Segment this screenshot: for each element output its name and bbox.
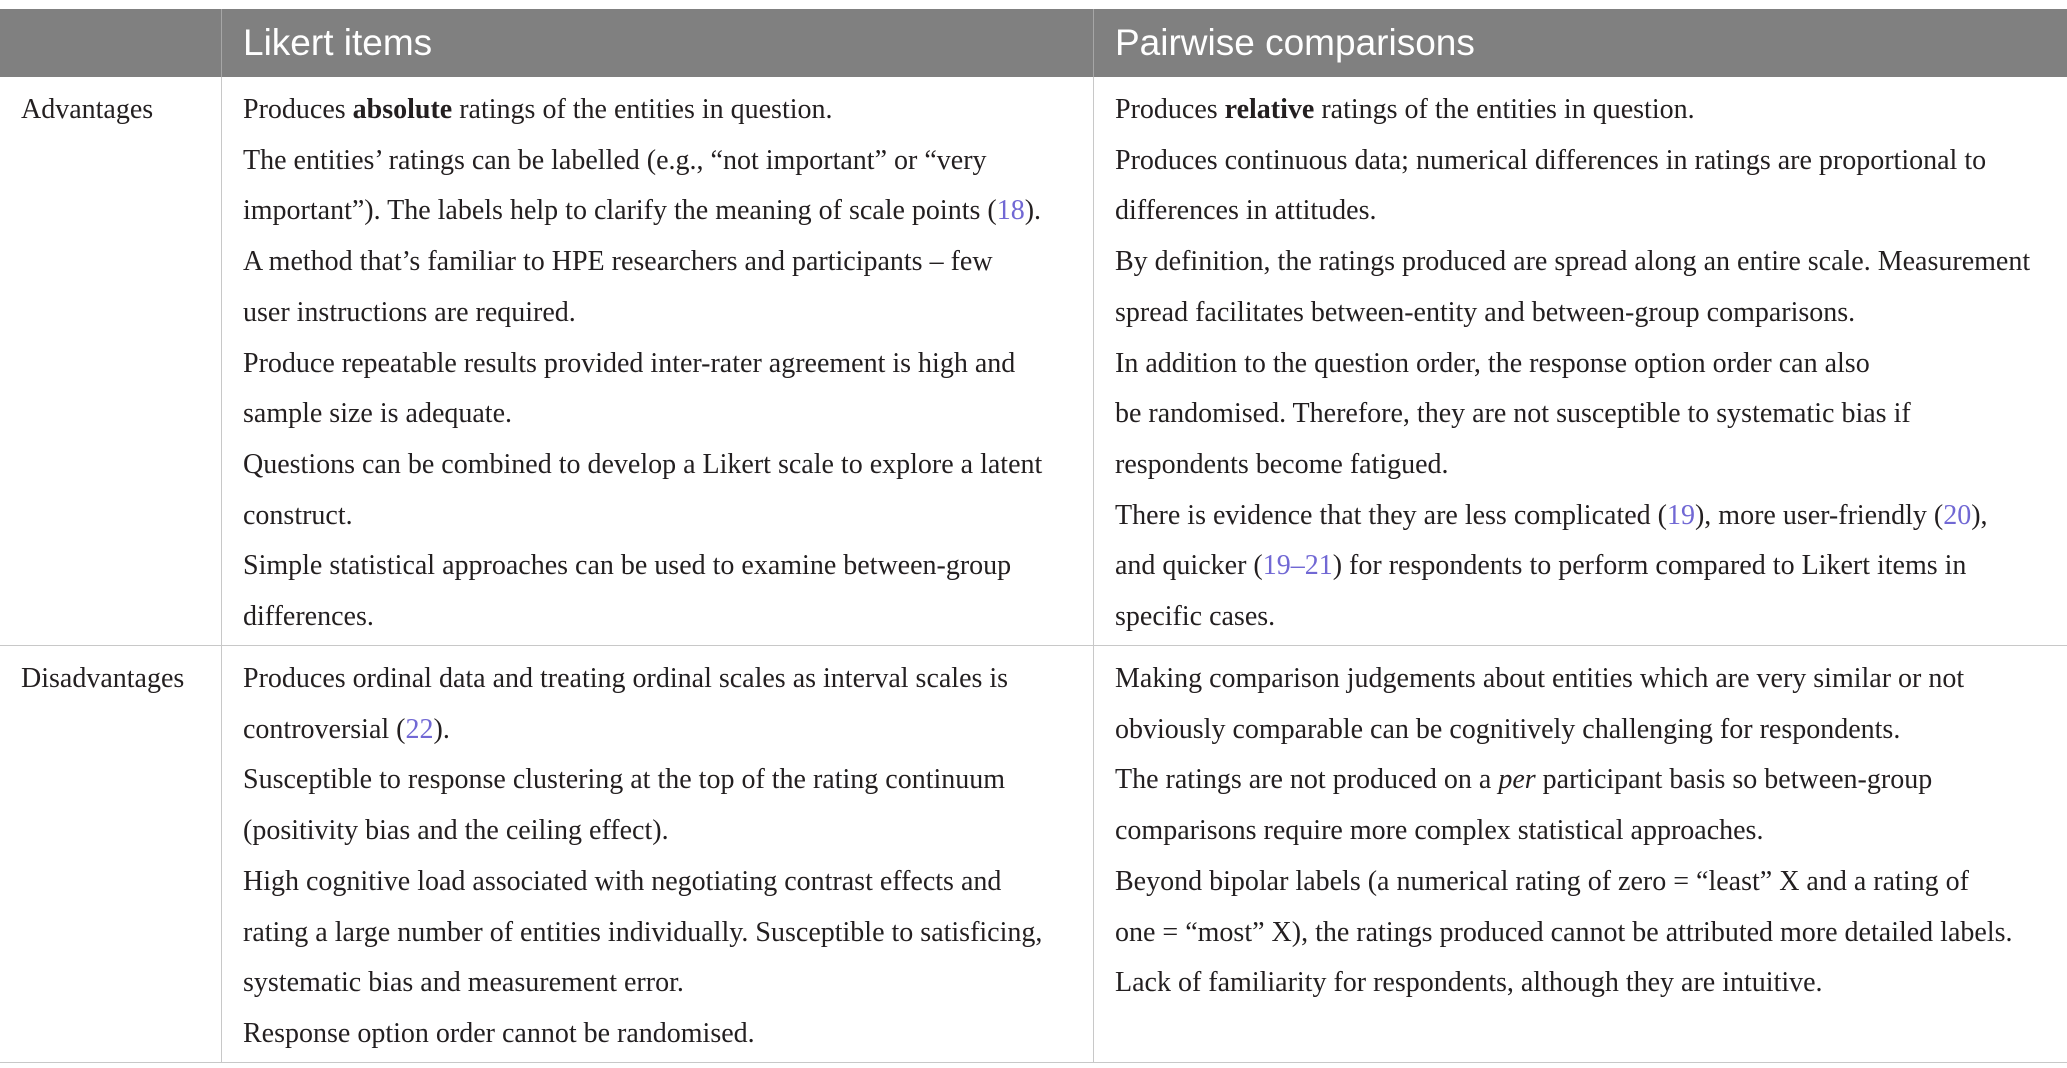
text-line xyxy=(243,339,1093,390)
list-item xyxy=(1115,654,2067,755)
text-segment: construct. xyxy=(243,499,353,531)
list-item xyxy=(243,339,1093,440)
text-line xyxy=(243,654,1093,705)
text-line xyxy=(243,958,1093,1009)
text-segment: A method that’s familiar to HPE researchers and participants – few xyxy=(243,246,993,278)
italic-text: per xyxy=(1498,764,1536,796)
list-item xyxy=(1115,755,2067,856)
text-segment: differences in attitudes. xyxy=(1115,195,1377,227)
text-segment: participant basis so between-group xyxy=(1535,764,1933,796)
list-item xyxy=(1115,85,2067,136)
text-line xyxy=(1115,857,2067,908)
text-line xyxy=(1115,85,2067,136)
text-line xyxy=(243,136,1093,187)
list-item xyxy=(1115,237,2067,338)
text-line xyxy=(243,440,1093,491)
row-label-advantages xyxy=(0,77,221,645)
citation-link[interactable]: 22 xyxy=(405,713,434,745)
text-segment: The entities’ ratings can be labelled (e.g., “not important” or “very xyxy=(243,144,987,176)
text-segment: By definition, the ratings produced are spread along an entire scale. Measurement xyxy=(1115,246,2031,278)
text-segment: sample size is adequate. xyxy=(243,398,513,430)
text-segment: ). xyxy=(1024,195,1042,227)
list-item xyxy=(243,440,1093,541)
text-segment: Lack of familiarity for respondents, although they are intuitive. xyxy=(1115,967,1823,999)
text-line xyxy=(1115,958,2067,1009)
cell-likert-advantages xyxy=(221,77,1093,645)
list-item xyxy=(243,654,1093,755)
citation-link[interactable]: 19–21 xyxy=(1262,550,1333,582)
text-segment: one = “most” X), the ratings produced cannot be attributed more detailed labels. xyxy=(1115,916,2013,948)
citation-link[interactable]: 20 xyxy=(1943,499,1972,531)
text-line xyxy=(1115,654,2067,705)
text-line xyxy=(1115,755,2067,806)
text-segment: In addition to the question order, the response option order can also xyxy=(1115,347,1870,379)
citation-link[interactable]: 18 xyxy=(996,195,1025,227)
header-likert-items: Likert items xyxy=(221,9,1093,77)
text-line xyxy=(1115,288,2067,339)
row-advantages xyxy=(0,77,2067,646)
list-item xyxy=(243,85,1093,136)
list-item xyxy=(243,136,1093,237)
text-segment: Response option order cannot be randomised. xyxy=(243,1017,755,1049)
text-line xyxy=(243,806,1093,857)
text-line xyxy=(1115,389,2067,440)
header-pairwise-comparisons: Pairwise comparisons xyxy=(1093,9,2067,77)
text-line xyxy=(1115,806,2067,857)
text-line xyxy=(1115,541,2067,592)
text-line xyxy=(243,237,1093,288)
text-line xyxy=(243,908,1093,959)
text-segment: Simple statistical approaches can be used to examine between-group xyxy=(243,550,1012,582)
text-segment: ratings of the entities in question. xyxy=(1314,94,1695,125)
text-segment: respondents become fatigued. xyxy=(1115,448,1449,480)
text-segment: rating a large number of entities individually. Susceptible to satisficing, xyxy=(243,916,1043,948)
text-line xyxy=(1115,491,2067,542)
text-segment: specific cases. xyxy=(1115,601,1276,633)
text-segment: controversial ( xyxy=(243,713,406,745)
text-segment: ratings of the entities in question. xyxy=(452,94,833,125)
text-line xyxy=(1115,186,2067,237)
text-segment: Making comparison judgements about entities which are very similar or not xyxy=(1115,663,1965,694)
text-segment: obviously comparable can be cognitively challenging for respondents. xyxy=(1115,713,1901,745)
header-row xyxy=(0,9,2067,77)
text-segment: Produces ordinal data and treating ordinal scales as interval scales is xyxy=(243,663,1009,694)
text-line xyxy=(243,288,1093,339)
comparison-table xyxy=(0,9,2067,1063)
text-line xyxy=(1115,592,2067,643)
text-segment: be randomised. Therefore, they are not susceptible to systematic bias if xyxy=(1115,398,1911,430)
text-segment: Beyond bipolar labels (a numerical rating of zero = “least” X and a rating of xyxy=(1115,865,1969,897)
text-line xyxy=(243,491,1093,542)
text-segment: ). xyxy=(433,713,450,745)
text-segment: Produces continuous data; numerical differences in ratings are proportional to xyxy=(1115,144,1987,176)
text-line xyxy=(243,705,1093,756)
citation-link[interactable]: 19 xyxy=(1666,499,1695,531)
text-line xyxy=(1115,339,2067,390)
text-segment: differences. xyxy=(243,601,374,633)
text-segment: Produces xyxy=(1115,94,1225,125)
text-segment: ), xyxy=(1971,499,1988,531)
list-item xyxy=(1115,339,2067,491)
list-item xyxy=(1115,136,2067,237)
text-segment: High cognitive load associated with negotiating contrast effects and xyxy=(243,865,1002,897)
text-segment: The ratings are not produced on a xyxy=(1115,764,1499,796)
text-line xyxy=(243,541,1093,592)
text-segment: Susceptible to response clustering at the top of the rating continuum xyxy=(243,764,1006,796)
list-item xyxy=(1115,857,2067,958)
list-item xyxy=(1115,958,2067,1009)
text-segment: Produce repeatable results provided inter-rater agreement is high and xyxy=(243,347,1016,379)
text-line xyxy=(243,186,1093,237)
text-segment: and quicker ( xyxy=(1115,550,1263,582)
text-line xyxy=(243,592,1093,643)
text-line xyxy=(1115,237,2067,288)
text-segment: There is evidence that they are less complicated ( xyxy=(1115,499,1667,531)
list-item xyxy=(243,237,1093,338)
text-segment: comparisons require more complex statistical approaches. xyxy=(1115,815,1764,847)
list-item xyxy=(243,1009,1093,1060)
text-segment: user instructions are required. xyxy=(243,296,576,328)
text-line xyxy=(1115,705,2067,756)
text-line xyxy=(243,389,1093,440)
cell-likert-disadvantages xyxy=(221,646,1093,1062)
text-segment: (positivity bias and the ceiling effect). xyxy=(243,815,669,847)
bold-text: relative xyxy=(1224,94,1315,125)
bold-text: absolute xyxy=(352,94,453,125)
text-segment: systematic bias and measurement error. xyxy=(243,967,684,999)
text-line xyxy=(243,85,1093,136)
text-line xyxy=(243,857,1093,908)
list-item xyxy=(1115,491,2067,643)
row-label-text: Advantages xyxy=(21,94,154,125)
text-line xyxy=(243,755,1093,806)
text-segment: Questions can be combined to develop a Likert scale to explore a latent xyxy=(243,448,1043,480)
text-segment: ), more user-friendly ( xyxy=(1694,499,1944,531)
text-line xyxy=(1115,136,2067,187)
header-cell-corner xyxy=(0,9,221,77)
row-label-disadvantages xyxy=(0,646,221,1062)
text-segment: spread facilitates between-entity and between-group comparisons. xyxy=(1115,296,1856,328)
list-item xyxy=(243,755,1093,856)
text-line xyxy=(1115,908,2067,959)
cell-pairwise-disadvantages xyxy=(1093,646,2067,1062)
row-disadvantages xyxy=(0,646,2067,1063)
text-line xyxy=(1115,440,2067,491)
row-label-text: Disadvantages xyxy=(21,663,185,694)
text-segment: ) for respondents to perform compared to Likert items in xyxy=(1332,550,1967,582)
list-item xyxy=(243,857,1093,1009)
cell-pairwise-advantages xyxy=(1093,77,2067,645)
text-segment: important”). The labels help to clarify the meaning of scale points ( xyxy=(243,195,997,227)
list-item xyxy=(243,541,1093,642)
text-segment: Produces xyxy=(243,94,353,125)
text-line xyxy=(243,1009,1093,1060)
